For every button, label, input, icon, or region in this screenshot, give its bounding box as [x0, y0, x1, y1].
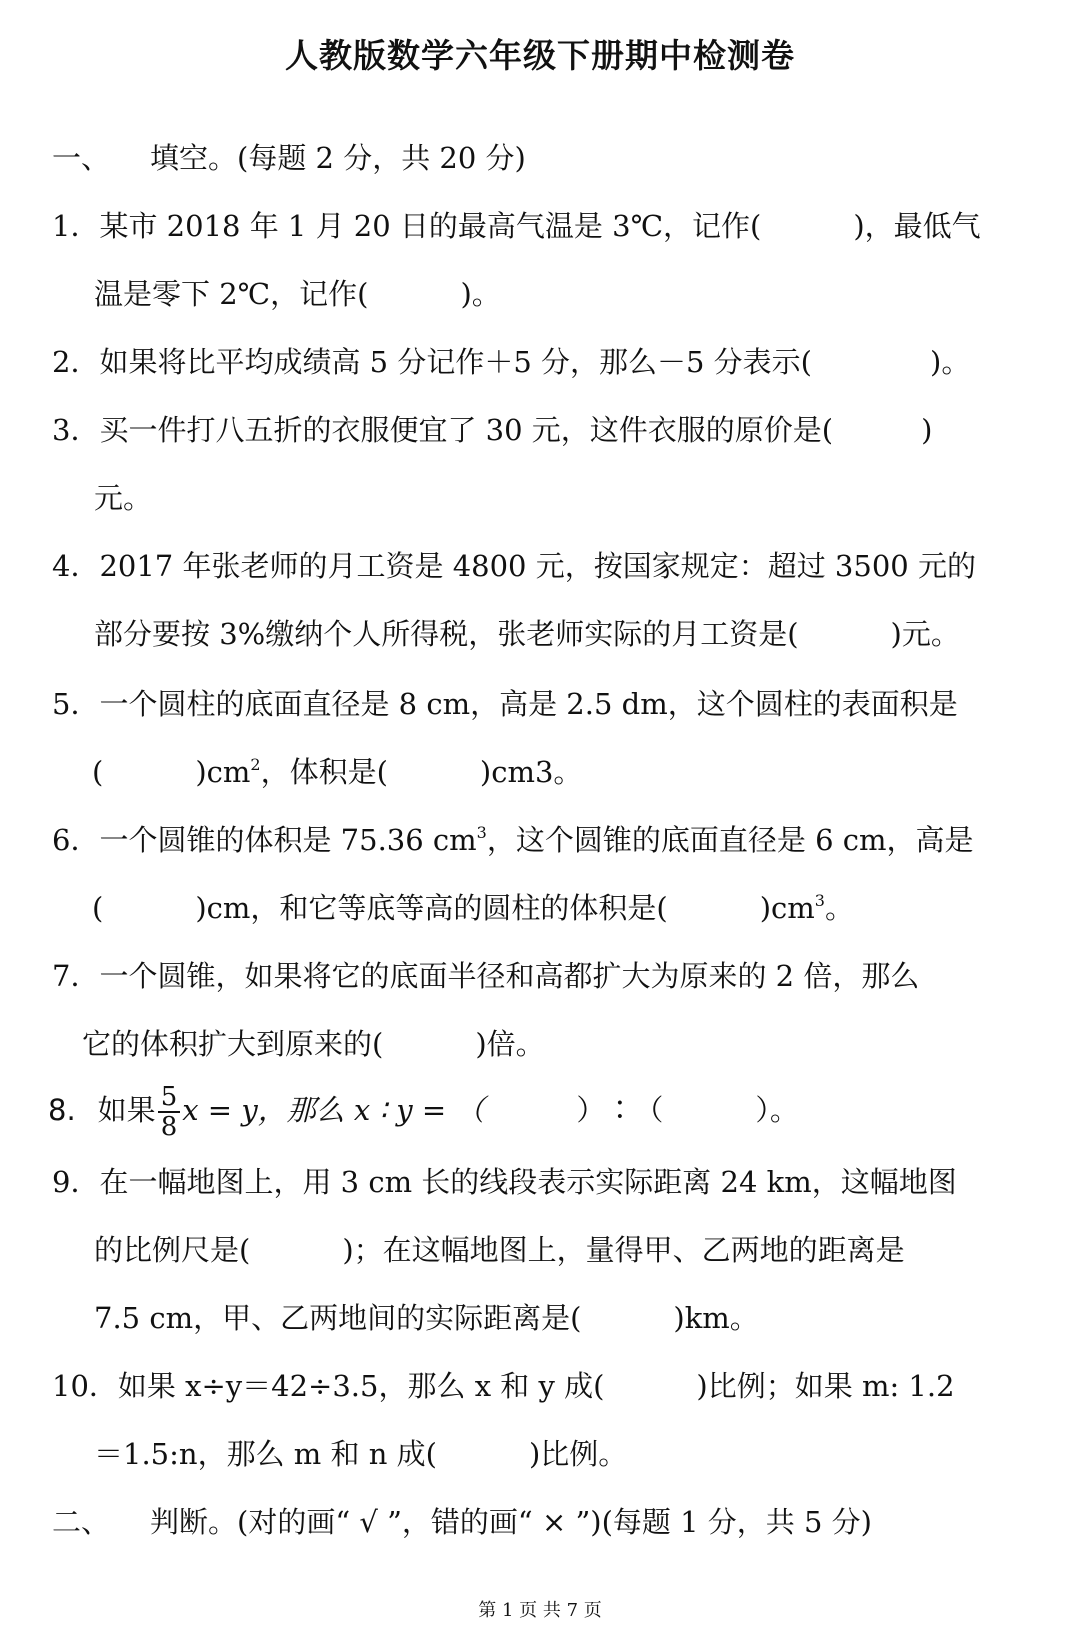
question-9-line-3: [94, 1298, 759, 1338]
question-5-text-3: )cm: [195, 755, 251, 789]
question-8-number: 8.: [48, 1093, 76, 1127]
question-5-text-4: ，体积是(: [260, 755, 388, 789]
question-9-line-2: [94, 1230, 905, 1270]
question-4-line-2: [94, 614, 960, 654]
question-6-text-cont: ，这个圆锥的底面直径是 6 cm，高是: [486, 823, 974, 857]
question-7-line-2: [82, 1024, 545, 1064]
question-1-text-3: )。: [460, 277, 501, 311]
question-4-line-1: [52, 546, 976, 586]
question-3-line-2: [94, 478, 152, 518]
section-2-text: 判断。(对的画“ √ ”，错的画“ × ”)(每题 1 分，共 5 分): [150, 1505, 873, 1539]
fraction: [158, 1083, 181, 1141]
question-1-line-2: [94, 274, 501, 314]
section-1-number: 一、: [52, 141, 111, 175]
question-6-text-5: 。: [824, 891, 854, 925]
question-8-text: 如果: [97, 1093, 156, 1127]
question-5-line-1: [52, 684, 958, 724]
question-10-line-2: [94, 1434, 627, 1474]
question-5-line-2: [92, 752, 582, 792]
question-8-text-3: ）∶（: [576, 1093, 664, 1127]
question-10-text-3: )比例。: [528, 1437, 628, 1471]
question-9-text: 9．在一幅地图上，用 3 cm 长的线段表示实际距离 24 km，这幅地图: [52, 1165, 957, 1199]
question-9-text-3: )；在这幅地图上，量得甲、乙两地的距离是: [342, 1233, 905, 1267]
question-2-text: 2．如果将比平均成绩高 5 分记作＋5 分，那么－5 分表示(: [52, 345, 812, 379]
question-9-line-1: [52, 1162, 957, 1202]
question-8-text-4: ）。: [755, 1093, 799, 1127]
question-1-text: 1．某市 2018 年 1 月 20 日的最高气温是 3℃，记作(: [52, 209, 762, 243]
question-1-line-1: [52, 206, 981, 246]
section-1-text: 填空。(每题 2 分，共 20 分): [150, 141, 526, 175]
question-5-text-2: (: [92, 755, 104, 789]
superscript: 2: [250, 755, 261, 774]
question-6-text-4: )cm: [759, 891, 815, 925]
superscript: 3: [814, 891, 825, 910]
question-10-text: 10．如果 x÷y＝42÷3.5，那么 x 和 y 成(: [52, 1369, 605, 1403]
question-4-text-3: )元。: [890, 617, 960, 651]
section-1-heading: [52, 138, 526, 178]
page-title: 人教版数学六年级下册期中检测卷: [285, 36, 795, 75]
question-2-text-cont: )。: [930, 345, 971, 379]
question-10-line-1: [52, 1366, 955, 1406]
question-3-line-1: [52, 410, 932, 450]
question-6-line-2: [92, 888, 854, 928]
question-3-text-2: 元。: [94, 481, 153, 515]
question-9-text-2: 的比例尺是(: [94, 1233, 251, 1267]
question-7-text-3: )倍。: [475, 1027, 545, 1061]
page-footer: 第 1 页 共 7 页: [478, 1600, 602, 1621]
question-8-line-1: [48, 1074, 799, 1146]
question-6-text-2: (: [92, 891, 104, 925]
question-10-text-cont: )比例；如果 m: 1.2: [696, 1369, 955, 1403]
question-7-text-2: 它的体积扩大到原来的(: [82, 1027, 384, 1061]
question-2-line-1: [52, 342, 970, 382]
question-4-text-2: 部分要按 3%缴纳个人所得税，张老师实际的月工资是(: [94, 617, 799, 651]
question-1-text-2: 温是零下 2℃，记作(: [94, 277, 369, 311]
fraction-numerator: 5: [158, 1083, 181, 1113]
question-3-text-cont: ): [921, 413, 933, 447]
superscript: 3: [476, 823, 487, 842]
question-5-text-5: )cm3。: [479, 755, 583, 789]
question-6-text-3: )cm，和它等底等高的圆柱的体积是(: [195, 891, 668, 925]
fraction-denominator: 8: [160, 1112, 178, 1142]
question-9-text-4: 7.5 cm，甲、乙两地间的实际距离是(: [94, 1301, 582, 1335]
question-10-text-2: ＝1.5:n，那么 m 和 n 成(: [94, 1437, 437, 1471]
section-2-number: 二、: [52, 1505, 111, 1539]
question-9-text-5: )km。: [673, 1301, 759, 1335]
question-7-line-1: [52, 956, 919, 996]
question-5-text: 5．一个圆柱的底面直径是 8 cm，高是 2.5 dm，这个圆柱的表面积是: [52, 687, 958, 721]
question-6-text: 6．一个圆锥的体积是 75.36 cm: [52, 823, 477, 857]
question-3-text: 3．买一件打八五折的衣服便宜了 30 元，这件衣服的原价是(: [52, 413, 834, 447]
question-1-text-cont: )，最低气: [853, 209, 981, 243]
question-4-text: 4．2017 年张老师的月工资是 4800 元，按国家规定：超过 3500 元的: [52, 549, 976, 583]
question-6-line-1: [52, 820, 973, 860]
section-2-heading: [52, 1502, 872, 1542]
question-7-text: 7．一个圆锥，如果将它的底面半径和高都扩大为原来的 2 倍，那么: [52, 959, 920, 993]
question-8-text-2: x = y，那么 x ∶ y = （: [182, 1093, 485, 1127]
